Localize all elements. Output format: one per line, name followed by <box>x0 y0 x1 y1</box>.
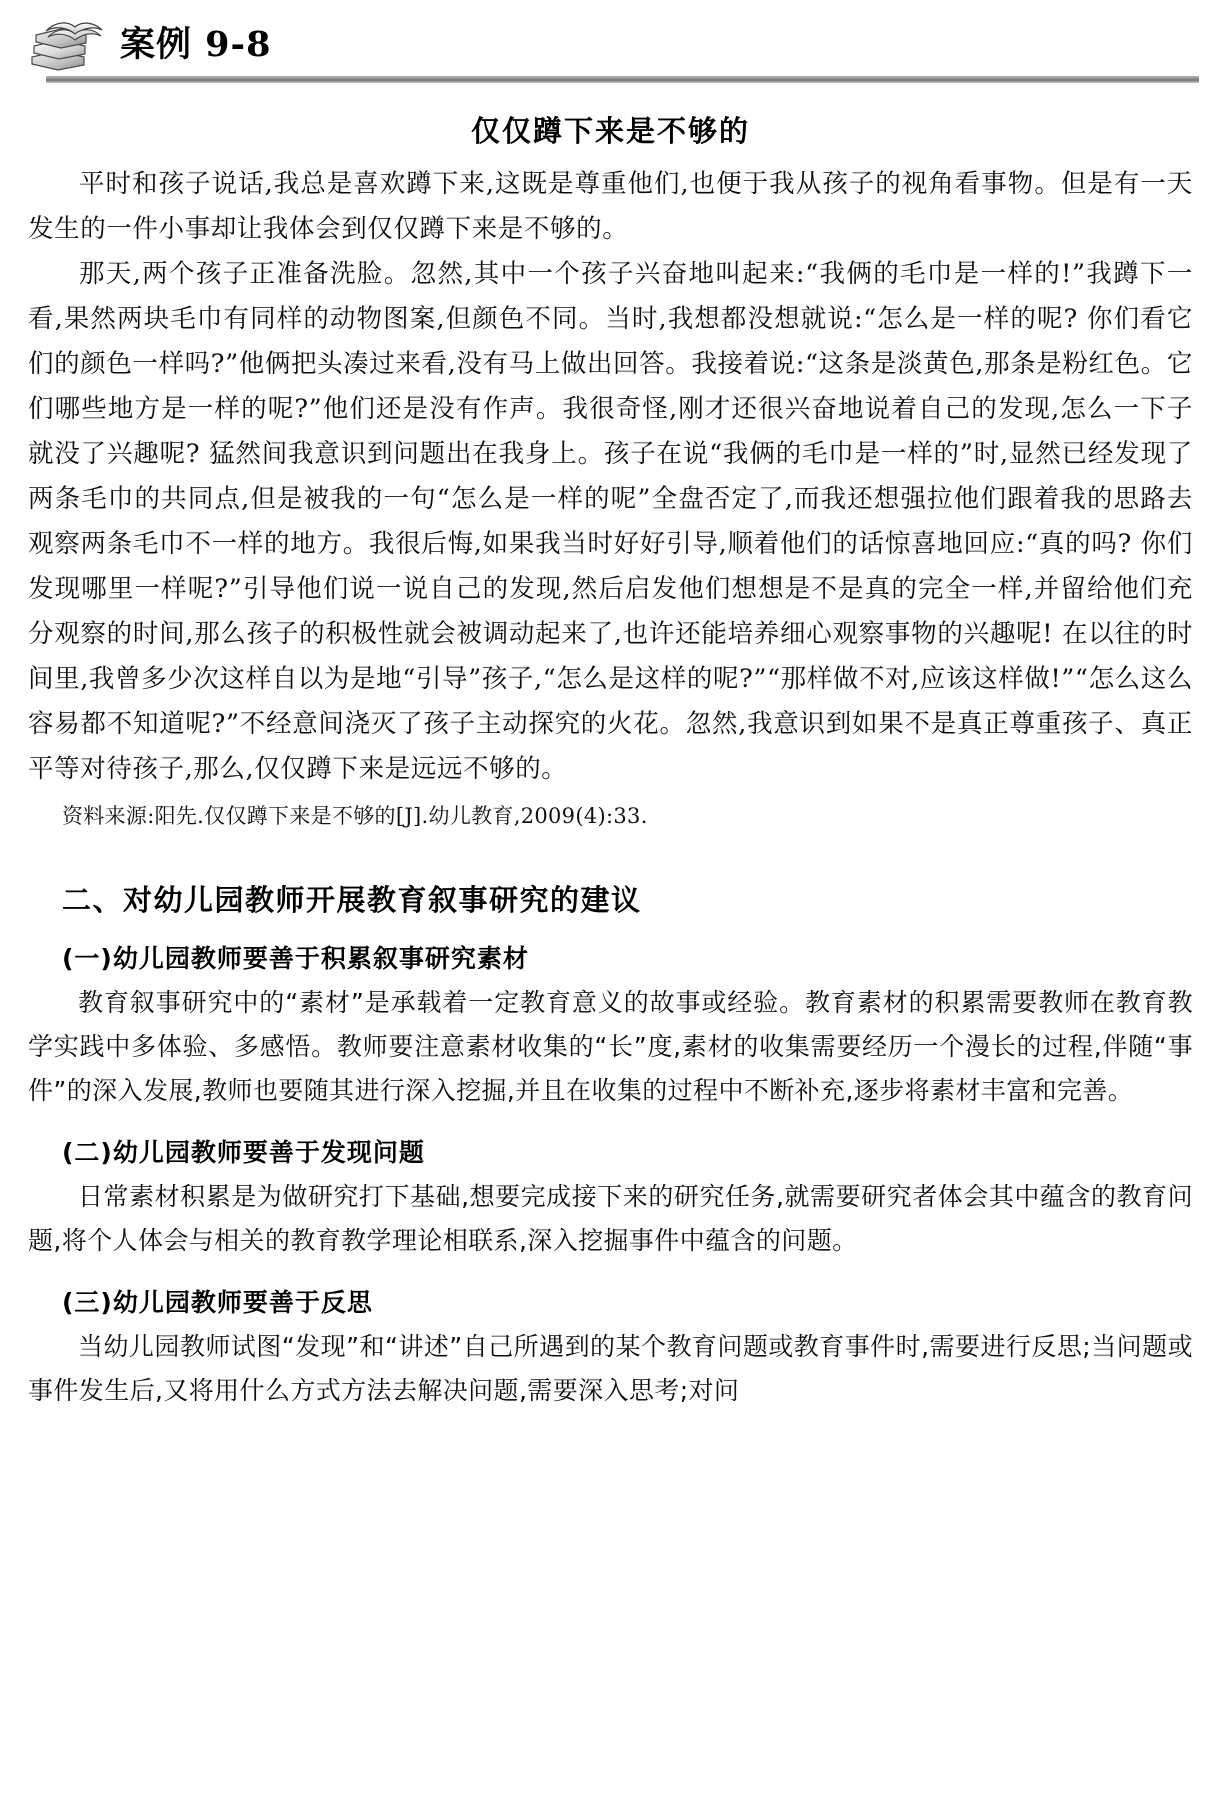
subsection-body-3 <box>28 1325 1193 1413</box>
subsection-heading-2: (二)幼儿园教师要善于发现问题 <box>62 1138 425 1167</box>
document-page <box>0 8 1221 1817</box>
case-paragraph-1: 平时和孩子说话,我总是喜欢蹲下来,这既是尊重他们,也便于我从孩子的视角看事物。但是有一天发生的一件小事却让我体会到仅仅蹲下来是不够的。 <box>28 169 1193 244</box>
section-heading: 二、对幼儿园教师开展教育叙事研究的建议 <box>62 883 642 917</box>
subsection-paragraph-1: 教育叙事研究中的“素材”是承载着一定教育意义的故事或经验。教育素材的积累需要教师在教育教学实践中多体验、多感悟。教师要注意素材收集的“长”度,素材的收集需要经历一个漫长的过程,伴随“事件”的深入发展,教师也要随其进行深入挖掘,并且在收集的过程中不断补充,逐步将素材丰富和完善。 <box>28 988 1193 1105</box>
case-header <box>22 8 1199 76</box>
subsection-heading-1: (一)幼儿园教师要善于积累叙事研究素材 <box>62 944 529 973</box>
subsection-paragraph-3: 当幼儿园教师试图“发现”和“讲述”自己所遇到的某个教育问题或教育事件时,需要进行反思;当问题或事件发生后,又将用什么方式方法去解决问题,需要深入思考;对问 <box>28 1332 1193 1405</box>
case-number-label: 案例 9-8 <box>120 24 272 65</box>
subsection-paragraph-2: 日常素材积累是为做研究打下基础,想要完成接下来的研究任务,就需要研究者体会其中蕴含的教育问题,将个人体会与相关的教育教学理论相联系,深入挖掘事件中蕴含的问题。 <box>28 1182 1193 1255</box>
header-divider-rule <box>46 76 1199 83</box>
subsection-body-1 <box>28 981 1193 1113</box>
source-citation: 资料来源:阳先.仅仅蹲下来是不够的[J].幼儿教育,2009(4):33. <box>62 804 648 828</box>
case-title: 仅仅蹲下来是不够的 <box>470 114 750 148</box>
subsection-body-2 <box>28 1175 1193 1263</box>
case-narrative <box>28 162 1193 792</box>
subsection-heading-3: (三)幼儿园教师要善于反思 <box>62 1288 373 1317</box>
case-paragraph-2: 那天,两个孩子正准备洗脸。忽然,其中一个孩子兴奋地叫起来:“我俩的毛巾是一样的!”我蹲下一看,果然两块毛巾有同样的动物图案,但颜色不同。当时,我想都没想就说:“怎么是一样的呢? 你们看它们的颜色一样吗?”他俩把头凑过来看,没有马上做出回答。我接着说:“这条是淡黄色,那条是粉红色。它们哪些地方是一样的呢?”他们还是没有作声。我很奇怪,刚才还很兴奋地说着自己的发现,怎么一下子就没了兴趣呢? 猛然间我意识到问题出在我身上。孩子在说“我俩的毛巾是一样的”时,显然已经发现了两条毛巾的共同点,但是被我的一句“怎么是一样的呢”全盘否定了,而我还想强拉他们跟着我的思路去观察两条毛巾不一样的地方。我很后悔,如果我当时好好引导,顺着他们的话惊喜地回应:“真的吗? 你们发现哪里一样呢?”引导他们说一说自己的发现,然后启发他们想想是不是真的完全一样,并留给他们充分观察的时间,那么孩子的积极性就会被调动起来了,也许还能培养细心观察事物的兴趣呢! 在以往的时间里,我曾多少次这样自以为是地“引导”孩子,“怎么是这样的呢?”“那样做不对,应该这样做!”“怎么这么容易都不知道呢?”不经意间浇灭了孩子主动探究的火花。忽然,我意识到如果不是真正尊重孩子、真正平等对待孩子,那么,仅仅蹲下来是远远不够的。 <box>28 259 1193 784</box>
stacked-books-icon <box>28 13 106 71</box>
